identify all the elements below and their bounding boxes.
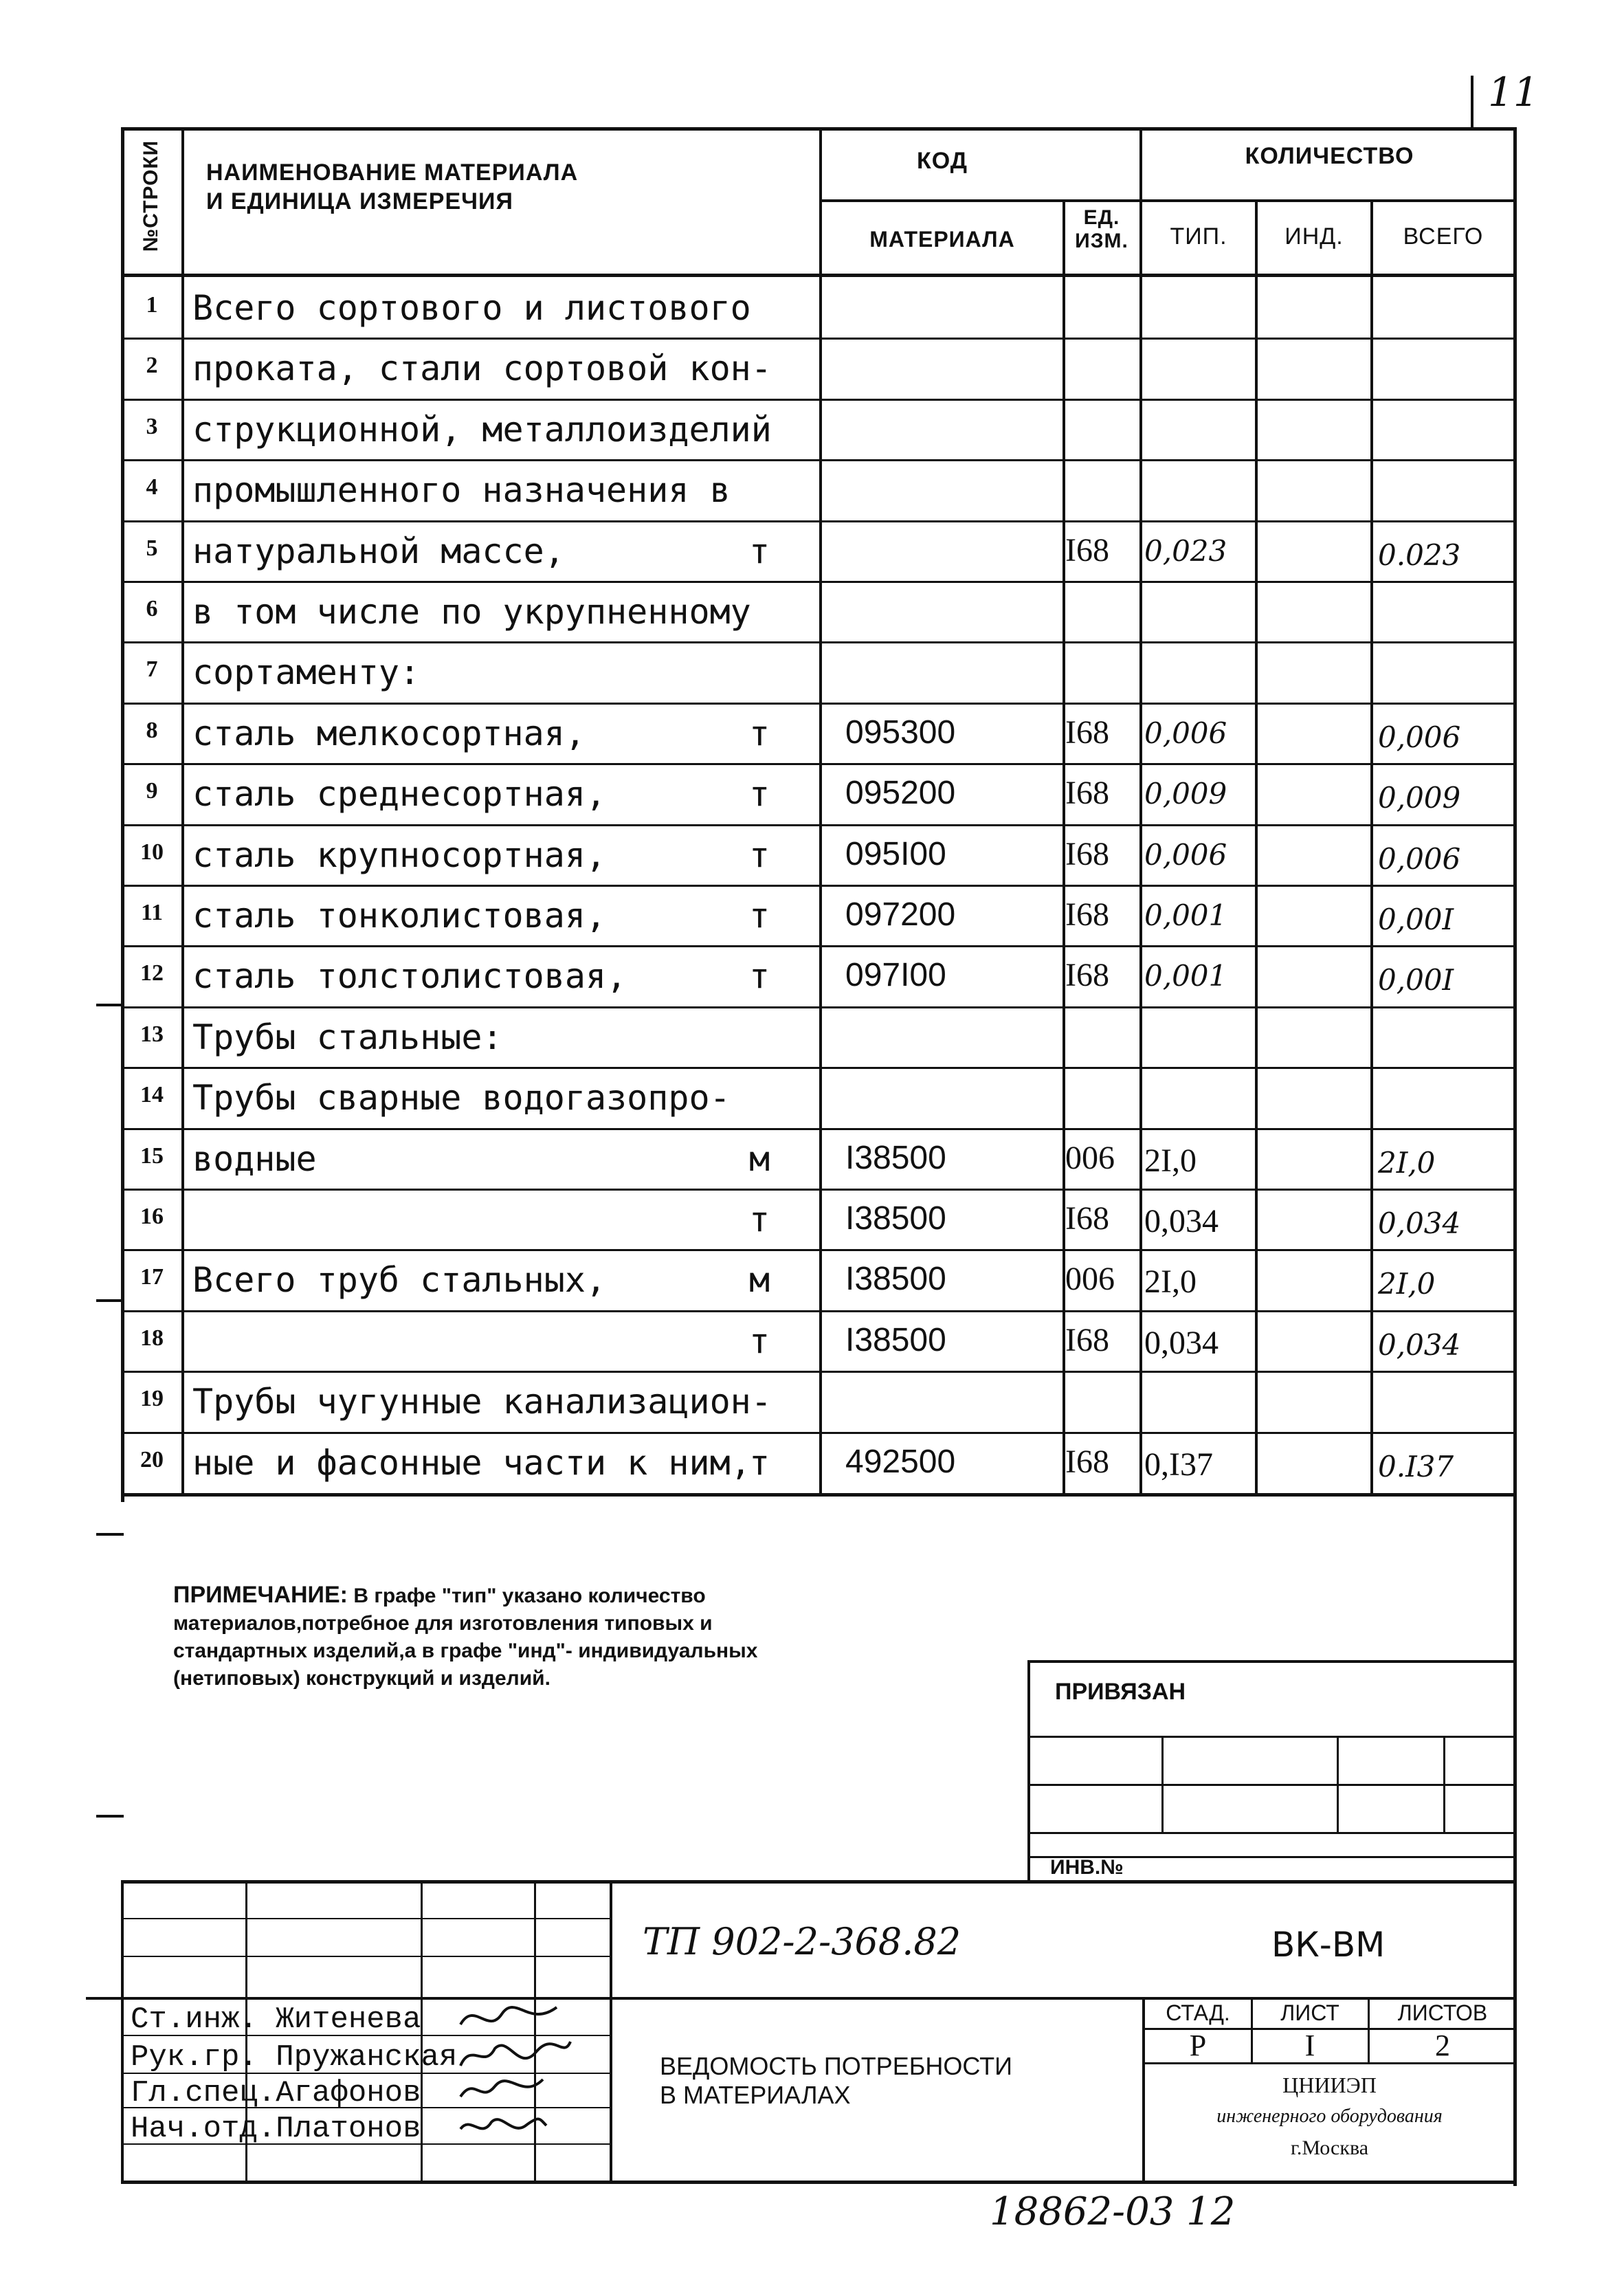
- row-number: 11: [140, 900, 164, 925]
- code-group-header: КОД: [917, 148, 968, 174]
- row-separator: [121, 1128, 1517, 1130]
- unit-of-measure: т: [748, 713, 770, 753]
- unit-code: 006: [1065, 1139, 1115, 1176]
- material-name: Всего труб стальных,: [192, 1260, 607, 1301]
- qty-tip: 0,023: [1144, 533, 1227, 568]
- row-separator: [121, 1371, 1517, 1373]
- material-name: сталь тонколистовая,: [192, 896, 607, 936]
- row-number: 15: [140, 1142, 164, 1169]
- project-code: ТП 902-2-368.82: [643, 1920, 961, 1963]
- qty-total: 0,00I: [1378, 963, 1454, 997]
- row-separator: [121, 581, 1517, 583]
- material-name: Трубы стальные:: [192, 1017, 503, 1057]
- unit-code: I68: [1065, 714, 1109, 751]
- row-number: 16: [140, 1204, 164, 1229]
- qty-tip: 0,006: [1144, 716, 1227, 750]
- row-number: 20: [140, 1446, 164, 1472]
- qty-ind-header: ИНД.: [1284, 223, 1344, 250]
- stage-value: Р: [1189, 2029, 1207, 2062]
- qty-total: 0,034: [1378, 1327, 1461, 1362]
- qty-tip: 0,001: [1144, 898, 1227, 932]
- row-separator: [121, 520, 1517, 522]
- material-name: сталь толстолистовая,: [192, 956, 627, 997]
- unit-of-measure: м: [748, 1260, 770, 1301]
- material-code: I38500: [845, 1321, 946, 1358]
- material-name: водные: [192, 1138, 317, 1179]
- unit-of-measure: т: [748, 896, 770, 936]
- material-code: I38500: [845, 1261, 946, 1298]
- margin-tick: [96, 1533, 124, 1536]
- qty-total: 0.023: [1378, 538, 1461, 572]
- row-number: 1: [146, 292, 158, 318]
- qty-tip: 0,001: [1144, 959, 1227, 993]
- qty-tip-header: ТИП.: [1170, 223, 1227, 250]
- person-4: Нач.отд.Платонов: [131, 2112, 421, 2146]
- material-name: Трубы сварные водогазопро-: [192, 1078, 731, 1118]
- sheet-number-bar: [1471, 76, 1473, 131]
- qty-total: 0,006: [1378, 841, 1461, 876]
- material-name: Трубы чугунные канализацион-: [192, 1382, 772, 1422]
- row-separator: [121, 945, 1517, 947]
- row-separator: [121, 703, 1517, 705]
- person-2: Рук.гр. Пружанская: [131, 2040, 458, 2075]
- material-code: 095I00: [845, 835, 946, 872]
- qty-tip: 0,I37: [1144, 1446, 1213, 1483]
- qty-tip: 2I,0: [1144, 1142, 1197, 1179]
- row-separator: [121, 824, 1517, 826]
- material-code: I38500: [845, 1200, 946, 1237]
- row-number: 17: [140, 1264, 164, 1290]
- margin-tick: [96, 1299, 124, 1302]
- row-separator: [121, 1006, 1517, 1008]
- material-name: сталь мелкосортная,: [192, 713, 586, 753]
- unit-code: 006: [1065, 1261, 1115, 1298]
- unit-code: I68: [1065, 896, 1109, 933]
- unit-code: I68: [1065, 1443, 1109, 1480]
- row-number: 13: [140, 1021, 164, 1047]
- qty-total: 0.I37: [1378, 1449, 1454, 1483]
- material-code: 097200: [845, 896, 956, 933]
- material-name: промышленного назначения в: [192, 470, 731, 511]
- stage-label: СТАД.: [1166, 2000, 1230, 2025]
- footer-number: 18862-03 12: [990, 2189, 1236, 2234]
- unit-of-measure: т: [748, 1200, 770, 1239]
- row-number: 3: [146, 413, 158, 439]
- unit-of-measure: т: [748, 531, 770, 571]
- unit-of-measure: т: [748, 1442, 770, 1483]
- row-separator: [121, 1067, 1517, 1069]
- row-number: 18: [140, 1325, 164, 1351]
- row-number: 12: [140, 960, 164, 986]
- material-name: сортаменту:: [192, 652, 421, 693]
- qty-tip: 2I,0: [1144, 1263, 1197, 1301]
- qty-total: 2I,0: [1378, 1145, 1436, 1180]
- qty-total: 0,00I: [1378, 903, 1454, 936]
- row-number: 14: [140, 1082, 164, 1108]
- material-code: 095200: [845, 775, 956, 812]
- unit-code-header: ЕД. ИЗМ.: [1075, 206, 1128, 252]
- note: ПРИМЕЧАНИЕ: В графе "тип" указано количество материалов,потребное для изготовления типовых и стандартных изделий,а в графе "инд"- индивидуальных (нетиповых) конструкций и изделий.: [173, 1582, 758, 1690]
- qty-tip: 0,006: [1144, 837, 1227, 872]
- material-code-header: МАТЕРИАЛА: [869, 227, 1015, 252]
- row-separator: [121, 338, 1517, 340]
- unit-of-measure: т: [748, 1321, 770, 1361]
- sheet-number: 11: [1488, 69, 1539, 115]
- row-separator: [121, 1432, 1517, 1434]
- unit-of-measure: т: [748, 956, 770, 997]
- person-1: Ст.инж. Житенева: [131, 2002, 421, 2037]
- row-number: 7: [146, 656, 158, 683]
- unit-of-measure: т: [748, 835, 770, 875]
- person-3: Гл.спец.Агафонов: [131, 2076, 421, 2110]
- organization: ЦНИИЭП инженерного оборудования г.Москва: [1216, 2073, 1443, 2159]
- row-separator: [121, 1249, 1517, 1251]
- row-separator: [121, 641, 1517, 643]
- row-number: 4: [146, 474, 158, 500]
- signature-4: [454, 2105, 550, 2146]
- material-code: 095300: [845, 714, 956, 751]
- unit-code: I68: [1065, 1321, 1109, 1358]
- unit-code: I68: [1065, 1200, 1109, 1237]
- row-number: 8: [146, 717, 158, 743]
- material-name: сталь крупносортная,: [192, 835, 607, 875]
- qty-tip: 0,034: [1144, 1324, 1219, 1361]
- row-number: 5: [146, 535, 158, 561]
- inventory-label: ИНВ.№: [1050, 1856, 1124, 1879]
- unit-code: I68: [1065, 957, 1109, 994]
- sheets-label: ЛИСТОВ: [1397, 2000, 1488, 2025]
- row-separator: [121, 885, 1517, 887]
- row-separator: [121, 1189, 1517, 1191]
- row-number-header: №СТРОКИ: [140, 140, 162, 252]
- row-separator: [121, 459, 1517, 461]
- qty-total: 0,006: [1378, 720, 1461, 754]
- sheet-label: ЛИСТ: [1280, 2000, 1339, 2025]
- row-separator: [121, 1310, 1517, 1312]
- row-separator: [121, 763, 1517, 765]
- material-name: натуральной массе,: [192, 531, 565, 571]
- margin-tick: [96, 1004, 124, 1006]
- material-code: 097I00: [845, 957, 946, 994]
- row-number: 10: [140, 839, 164, 865]
- material-name: в том числе по укрупненному: [192, 592, 751, 632]
- sheets-value: 2: [1435, 2029, 1450, 2062]
- unit-of-measure: т: [748, 774, 770, 815]
- document-title: ВЕДОМОСТЬ ПОТРЕБНОСТИ В МАТЕРИАЛАХ: [660, 2052, 1012, 2109]
- row-number: 19: [140, 1386, 164, 1412]
- material-name: проката, стали сортовой кон-: [192, 349, 772, 389]
- material-code: 492500: [845, 1443, 956, 1480]
- qty-group-header: КОЛИЧЕСТВО: [1245, 143, 1414, 169]
- row-number: 9: [146, 778, 158, 804]
- qty-total: 0,009: [1378, 781, 1461, 815]
- margin-tick: [96, 1815, 124, 1818]
- material-name: ные и фасонные части к ним,: [192, 1442, 751, 1483]
- sheet-value: I: [1304, 2029, 1315, 2062]
- qty-total-header: ВСЕГО: [1403, 223, 1484, 250]
- row-number: 6: [146, 596, 158, 621]
- qty-total: 0,034: [1378, 1206, 1461, 1240]
- unit-code: I68: [1065, 775, 1109, 812]
- unit-of-measure: м: [748, 1138, 770, 1179]
- unit-code: I68: [1065, 835, 1109, 872]
- material-name: сталь среднесортная,: [192, 774, 607, 815]
- signature-3: [454, 2069, 550, 2110]
- document-mark: ВК-ВМ: [1271, 1925, 1386, 1965]
- material-name: струкционной, металлоизделий: [192, 409, 772, 450]
- material-name: Всего сортового и листового: [192, 288, 751, 328]
- unit-code: I68: [1065, 531, 1109, 568]
- name-header: НАИМЕНОВАНИЕ МАТЕРИАЛА И ЕДИНИЦА ИЗМЕРЕЧИЯ: [206, 159, 579, 214]
- material-code: I38500: [845, 1139, 946, 1176]
- privyazan-label: ПРИВЯЗАН: [1055, 1679, 1186, 1705]
- qty-total: 2I,0: [1378, 1267, 1436, 1301]
- qty-tip: 0,009: [1144, 777, 1227, 811]
- qty-tip: 0,034: [1144, 1203, 1219, 1239]
- row-number: 2: [146, 353, 158, 379]
- row-separator: [121, 399, 1517, 401]
